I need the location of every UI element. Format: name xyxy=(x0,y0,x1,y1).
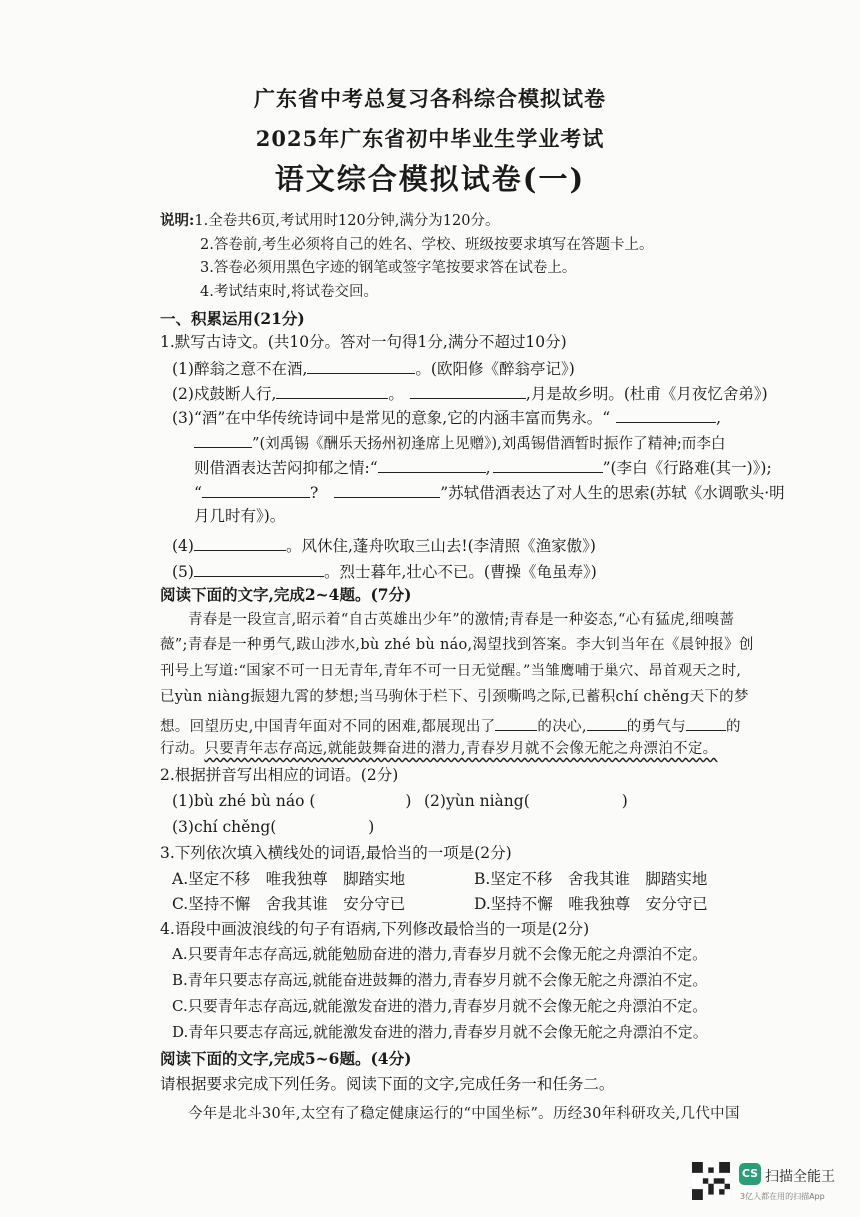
section-1-heading: 一、积累运用(21分) xyxy=(160,309,305,328)
question-1-item-3-line-5: 月几时有》)。 xyxy=(194,507,286,525)
answer-blank[interactable] xyxy=(616,408,716,423)
question-1-item-4: (4) 。风休住,蓬舟吹取三山去!(李清照《渔家傲》) xyxy=(172,537,596,555)
reading-1-line-5: 想。回望历史,中国青年面对不同的困难,都展现出了 的决心, 的勇气与 的 xyxy=(160,716,741,735)
question-1-item-3-line-2: ”(刘禹锡《酬乐天扬州初逢席上见赠》),刘禹锡借酒暂时振作了精神;而李白 xyxy=(194,433,726,452)
reading-1-line-6: 行动。只要青年志存高远,就能鼓舞奋进的潜力,青春岁月就不会像无舵之舟漂泊不定。 xyxy=(160,741,718,757)
answer-blank[interactable] xyxy=(587,716,627,731)
question-1-item-2: (2)戍鼓断人行, 。 ,月是故乡明。(杜甫《月夜忆舍弟》) xyxy=(172,385,768,403)
exam-title: 2025年广东省初中毕业生学业考试 xyxy=(255,126,605,151)
question-3-option-a[interactable]: A.坚定不移 唯我独尊 脚踏实地 xyxy=(172,870,406,888)
note-4: 4.考试结束时,将试卷交回。 xyxy=(200,284,378,300)
question-1-item-3-line-3: 则借酒表达苦闷抑郁之情:“ , ”(李白《行路难(其一)》); xyxy=(194,459,772,477)
notes-line-1 xyxy=(160,214,500,229)
question-4-stem: 4.语段中画波浪线的句子有语病,下列修改最恰当的一项是(2分) xyxy=(160,920,590,938)
answer-blank[interactable] xyxy=(194,536,286,551)
series-title: 广东省中考总复习各科综合模拟试卷 xyxy=(254,86,606,111)
note-2: 2.答卷前,考生必须将自己的姓名、学校、班级按要求填写在答题卡上。 xyxy=(200,237,654,253)
notes-label: 说明: xyxy=(160,212,195,229)
question-1-item-5: (5) 。烈士暮年,壮心不已。(曹操《龟虽寿》) xyxy=(172,563,597,581)
scanner-app-name: 扫描全能王 xyxy=(765,1169,835,1185)
question-4-option-d[interactable]: D.青年只要志存高远,就能激发奋进的潜力,青春岁月就不会像无舵之舟漂泊不定。 xyxy=(172,1023,708,1041)
answer-blank[interactable] xyxy=(495,716,537,731)
question-3-option-d[interactable]: D.坚持不懈 唯我独尊 安分守已 xyxy=(474,895,708,913)
answer-blank[interactable] xyxy=(194,562,324,577)
answer-blank[interactable] xyxy=(334,483,440,498)
reading-1-line-2: 薇”;青春是一种勇气,跋山涉水,bù zhé bù náo,渴望找到答案。李大钊当年在《晨钟报》创 xyxy=(160,637,754,653)
question-3-option-b[interactable]: B.坚定不移 舍我其谁 脚踏实地 xyxy=(474,870,708,888)
reading-2-task: 请根据要求完成下列任务。阅读下面的文字,完成任务一和任务二。 xyxy=(160,1075,615,1093)
scanner-tagline: 3亿人都在用的扫描App xyxy=(740,1192,825,1201)
reading-2-line-1: 今年是北斗30年,太空有了稳定健康运行的“中国坐标”。历经30年科研攻关,几代中国 xyxy=(188,1106,740,1122)
paper-title: 语文综合模拟试卷(一) xyxy=(274,162,586,196)
question-1-stem: 1.默写古诗文。(共10分。答对一句得1分,满分不超过10分) xyxy=(160,333,567,351)
answer-blank[interactable] xyxy=(493,458,603,473)
note-1: 1.全卷共6页,考试用时120分钟,满分为120分。 xyxy=(194,213,500,229)
answer-blank[interactable] xyxy=(307,359,415,374)
question-2-stem: 2.根据拼音写出相应的词语。(2分) xyxy=(160,766,399,784)
reading-2-heading: 阅读下面的文字,完成5~6题。(4分) xyxy=(160,1049,412,1068)
question-1-item-3-line-1: (3)“酒”在中华传统诗词中是常见的意象,它的内涵丰富而隽永。“ , xyxy=(172,409,722,427)
question-2-item-3: (3)chí chěng( ) xyxy=(172,818,375,836)
reading-1-line-1: 青春是一段宣言,昭示着“自古英雄出少年”的激情;青春是一种姿态,“心有猛虎,细嗅蔷 xyxy=(188,612,735,628)
note-3: 3.答卷必须用黑色字迹的钢笔或签字笔按要求答在试卷上。 xyxy=(200,260,577,276)
question-4-option-c[interactable]: C.只要青年志存高远,就能激发奋进的潜力,青春岁月就不会像无舵之舟漂泊不定。 xyxy=(172,997,708,1015)
reading-1-line-4: 已yùn niàng振翅九霄的梦想;当马驹休于栏下、引颈嘶鸣之际,已蓄积chí chěng天下的梦 xyxy=(160,689,749,705)
answer-blank[interactable] xyxy=(276,384,388,399)
question-2-item-2: (2)yùn niàng( ) xyxy=(424,792,628,810)
answer-blank[interactable] xyxy=(194,433,252,448)
camscanner-logo-icon: CS xyxy=(739,1163,761,1185)
reading-1-line-3: 刊号上写道:“国家不可一日无青年,青年不可一日无觉醒。”当雏鹰哺于巢穴、昂首观天之时, xyxy=(160,663,742,679)
question-1-item-1: (1)醉翁之意不在酒, 。(欧阳修《醉翁亭记》) xyxy=(172,360,575,378)
question-1-item-3-line-4: “ ? ”苏轼借酒表达了对人生的思索(苏轼《水调歌头·明 xyxy=(194,484,785,502)
qr-code-icon xyxy=(692,1162,730,1200)
question-3-option-c[interactable]: C.坚持不懈 舍我其谁 安分守已 xyxy=(172,895,406,913)
wavy-underlined-sentence: 只要青年志存高远,就能鼓舞奋进的潜力,青春岁月就不会像无舵之舟漂泊不定。 xyxy=(204,741,718,757)
answer-blank[interactable] xyxy=(410,384,526,399)
reading-1-heading: 阅读下面的文字,完成2~4题。(7分) xyxy=(160,585,412,604)
question-4-option-b[interactable]: B.青年只要志存高远,就能奋进鼓舞的潜力,青春岁月就不会像无舵之舟漂泊不定。 xyxy=(172,971,708,989)
question-4-option-a[interactable]: A.只要青年志存高远,就能勉励奋进的潜力,青春岁月就不会像无舵之舟漂泊不定。 xyxy=(172,945,708,963)
question-3-stem: 3.下列依次填入横线处的词语,最恰当的一项是(2分) xyxy=(160,844,512,862)
answer-blank[interactable] xyxy=(686,716,726,731)
answer-blank[interactable] xyxy=(378,458,486,473)
question-2-item-1: (1)bù zhé bù náo ( ) xyxy=(172,792,412,810)
answer-blank[interactable] xyxy=(202,483,310,498)
